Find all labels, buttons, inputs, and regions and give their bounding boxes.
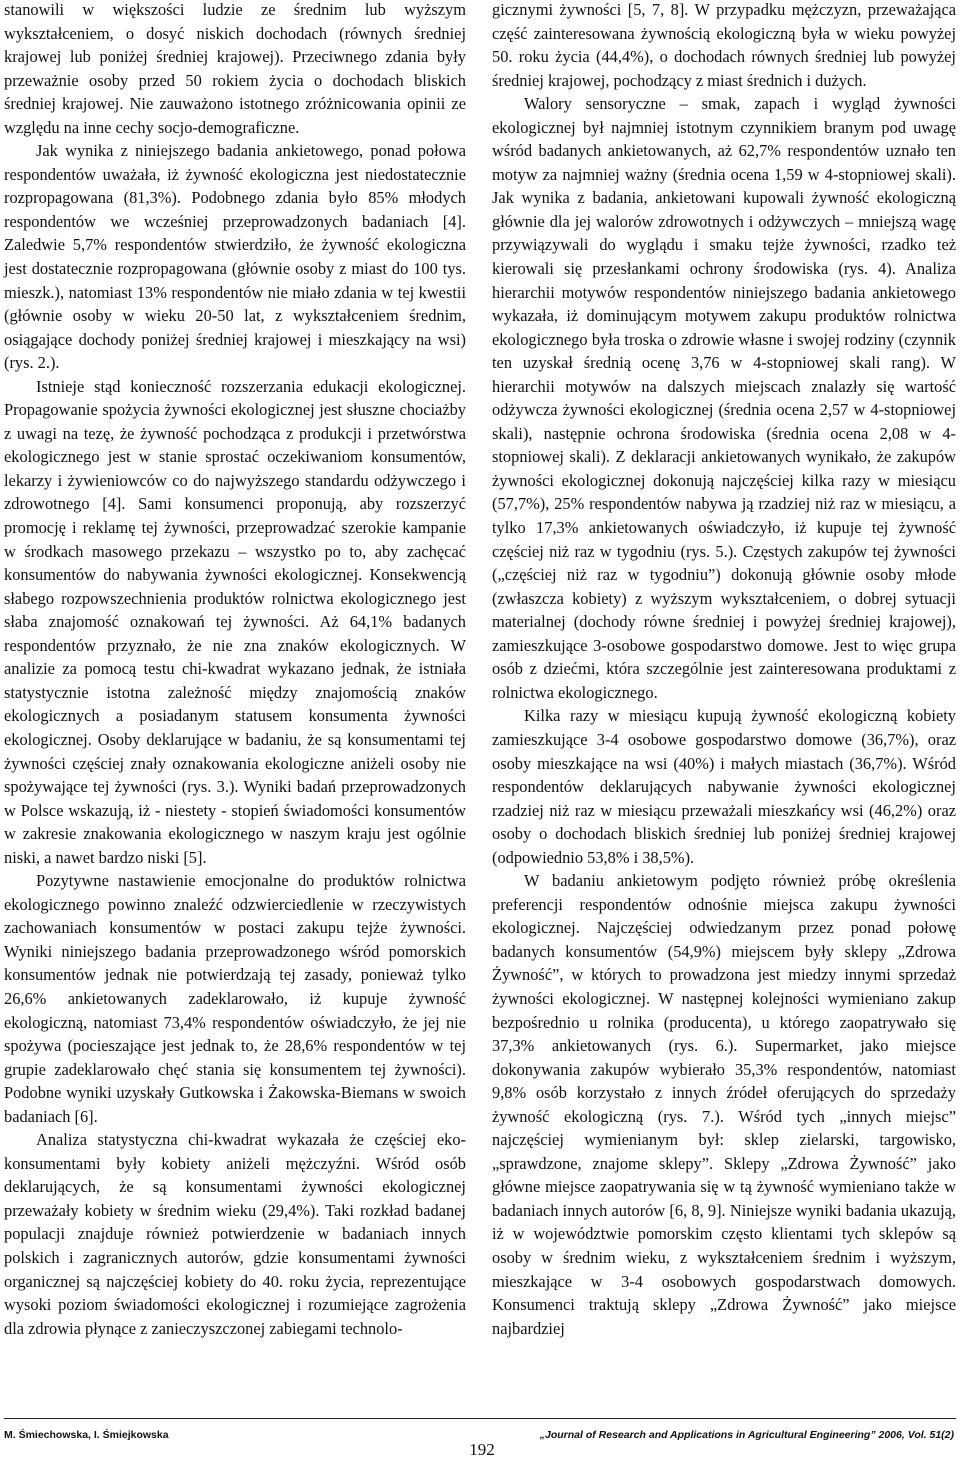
left-paragraph-4: Pozytywne nastawienie emocjonalne do produktów rolnictwa ekologicznego powinno znaleźć odzwierciedlenie w rzeczywistych zachowaniach konsumentów w postaci zakupu tejże żywności. Wyniki niniejszego badania przeprowadzonego wśród pomorskich konsumentów jednak nie potwierdzają tej zasady, ponieważ tylko 26,6% ankietowanych zadeklarowało, iż kupuje żywność ekologiczną, natomiast 73,4% respondentów oświadczyło, że jej nie spożywa (pocieszające jest jednak to, że 28,6% respondentów w tej grupie zadeklarowało chęć stania się konsumentem tej żywności). Podobne wyniki uzyskały Gutkowska i Żakowska-Biemans w swoich badaniach [6]. bbox=[4, 871, 466, 1126]
left-paragraph-5: Analiza statystyczna chi-kwadrat wykazała że częściej eko-konsumentami były kobiety aniżeli mężczyźni. Wśród osób deklarujących, że są konsumentami żywności ekologicznej przeważały kobiety w średnim wieku (29,4%). Taki rozkład badanej populacji znajduje również potwierdzenie w badaniach innych polskich i zagranicznych autorów, gdzie konsumentami żywności organicznej są najczęściej kobiety do 40. roku życia, reprezentujące wysoki poziom świadomości ekologicznej i rozumiejące zagrożenia dla zdrowia płynące z zanieczyszczonej zabiegami technolo- bbox=[4, 1130, 466, 1338]
footer-divider bbox=[4, 1418, 956, 1419]
left-paragraph-1: stanowili w większości ludzie ze średnim lub wyższym wykształceniem, o dosyć niskich dochodach (równych średniej krajowej lub poniżej średniej krajowej). Przeciwnego zdania były przeważnie osoby przed 50 rokiem życia o dochodach bliskich średniej krajowej. Nie zauważono istotnego zróżnicowania opinii ze względu na inne cechy socjo-demograficzne. bbox=[4, 0, 466, 137]
left-text-column bbox=[4, 0, 466, 1340]
right-paragraph-1: gicznymi żywności [5, 7, 8]. W przypadku mężczyzn, przeważająca część zainteresowana żywnością ekologiczną była w wieku powyżej 50. roku życia (44,4%), o dochodach równych średniej lub powyżej średniej krajowej, pochodzący z miast średnich i dużych. bbox=[492, 0, 956, 90]
footer-journal-citation: „Journal of Research and Applications in Agricultural Engineering” 2006, Vol. 51(2) bbox=[539, 1429, 954, 1441]
right-text-column bbox=[492, 0, 956, 1340]
right-paragraph-2: Walory sensoryczne – smak, zapach i wygląd żywności ekologicznej był najmniej istotnym czynnikiem branym pod uwagę wśród badanych ankietowanych, aż 62,7% respondentów uznało ten motyw za najmniej ważny (średnia ocena 1,59 w 4-stopniowej skali). Jak wynika z badania, ankietowani kupowali żywność ekologiczną głównie dla jej walorów zdrowotnych i odżywczych – mniejszą wagę przywiązywali do wyglądu i smaku tejże żywności, rzadko też kierowali się przesłankami ochrony środowiska (rys. 4). Analiza hierarchii motywów respondentów niniejszego badania ankietowego wykazała, iż dominującym motywem zakupu produktów rolnictwa ekologicznego była troska o zdrowie własne i swojej rodziny (czynnik ten uzyskał średnią ocenę 3,76 w 4-stopniowej skali rang). W hierarchii motywów na dalszych miejscach znalazły się wartość odżywcza żywności ekologicznej (średnia ocena 2,57 w 4-stopniowej skali), następnie ochrona środowiska (średnia ocena 2,08 w 4-stopniowej skali). Z deklaracji ankietowanych wynikało, że zakupów żywności ekologicznej dokonują najczęściej kilka razy w miesiącu (57,7%), 25% respondentów nabywa ją rzadziej niż raz w miesiącu, a tylko 17,3% ankietowanych oświadczyło, iż kupuje tej żywność częściej niż raz w tygodniu (rys. 5.). Częstych zakupów tej żywności („częściej niż raz w tygodniu”) dokonują głównie osoby młode (zwłaszcza kobiety) z wyższym wykształceniem, o dobrej sytuacji materialnej (dochody równe średniej i powyżej średniej krajowej), zamieszkujące 3-osobowe gospodarstwo domowe. Jest to więc grupa osób z dziećmi, która szczególnie jest zainteresowana produktami z rolnictwa ekologicznego. bbox=[492, 94, 956, 702]
left-paragraph-2: Jak wynika z niniejszego badania ankietowego, ponad połowa respondentów uważała, iż żywność ekologiczna jest niedostatecznie rozpropagowana (81,3%). Podobnego zdania było 85% młodych respondentów we wcześniej przeprowadzonych badaniach [4]. Zaledwie 5,7% respondentów stwierdziło, że żywność ekologiczna jest dostatecznie rozpropagowana (głównie osoby z miast do 100 tys. mieszk.), natomiast 13% respondentów nie miało zdania w tej kwestii (głównie osoby w wieku 20-50 lat, z wykształceniem średnim, osiągające dochody poniżej średniej krajowej i mieszkający na wsi) (rys. 2.). bbox=[4, 141, 466, 373]
page-number: 192 bbox=[469, 1440, 495, 1459]
page-footer bbox=[0, 1418, 960, 1468]
left-paragraph-3: Istnieje stąd konieczność rozszerzania edukacji ekologicznej. Propagowanie spożycia żywności ekologicznej jest słuszne chociażby z uwagi na tezę, że żywność pochodząca z produkcji i przetwórstwa ekologicznego jest w stanie sprostać oczekiwaniom konsumentów, lekarzy i żywieniowców co do najwyższego standardu odżywczego i zdrowotnego [4]. Sami konsumenci proponują, aby rozszerzyć promocję i reklamę tej żywności, przeprowadzać szerokie kampanie w środkach masowego przekazu – wszystko po to, aby zachęcać konsumentów do nabywania żywności ekologicznej. Konsekwencją słabego rozpowszechnienia produktów rolnictwa ekologicznego jest słaba znajomość oznakowań tej żywności. Aż 64,1% badanych respondentów przyznało, że nie zna znaków ekologicznych. W analizie za pomocą testu chi-kwadrat wykazano jednak, że istniała statystycznie istotna zależność między znajomością znaków ekologicznych a posiadanym statusem konsumenta żywności ekologicznej. Osoby deklarujące w badaniu, że są konsumentami tej żywności częściej znały oznakowania ekologiczne aniżeli osoby nie spożywające tej żywności (rys. 3.). Wyniki badań przeprowadzonych w Polsce wskazują, iż - niestety - stopień świadomości konsumentów w zakresie znakowania ekologicznego w naszym kraju jest ogólnie niski, a nawet bardzo niski [5]. bbox=[4, 376, 466, 867]
right-paragraph-3: Kilka razy w miesiącu kupują żywność ekologiczną kobiety zamieszkujące 3-4 osobowe gospodarstwo domowe (36,7%), oraz osoby mieszkające na wsi (40%) i małych miastach (36,7%). Wśród respondentów deklarujących nabywanie żywności ekologicznej rzadziej niż raz w miesiącu przeważali mieszkańcy wsi (46,2%) oraz osoby o dochodach bliskich średniej lub poniżej średniej krajowej (odpowiednio 53,8% i 38,5%). bbox=[492, 706, 956, 867]
right-paragraph-4: W badaniu ankietowym podjęto również próbę określenia preferencji respondentów odnośnie miejsca zakupu żywności ekologicznej. Najczęściej odwiedzanym przez ponad połowę badanych konsumentów (54,9%) miejscem były sklepy „Zdrowa Żywność”, w których to prowadzona jest miedzy innymi sprzedaż żywności ekologicznej. W następnej kolejności wymieniano zakup bezpośrednio u rolnika (producenta), u którego zaopatrywało się 37,3% ankietowanych (rys. 6.). Supermarket, jako miejsce dokonywania zakupów wybierało 35,3% respondentów, natomiast 9,8% osób korzystało z innych źródeł oferujących do sprzedaży żywność ekologiczną (rys. 7.). Wśród tych „innych miejsc” najczęściej wymienianym był: sklep zielarski, targowisko, „sprawdzone, znajome sklepy”. Sklepy „Zdrowa Żywność” jako główne miejsce zaopatrywania się w tą żywność wymieniano także w badaniach innych autorów [6, 8, 9]. Niniejsze wyniki badania ukazują, iż w województwie pomorskim często klientami tych sklepów są osoby w średnim wieku, z wykształceniem średnim i wyższym, mieszkające w 3-4 osobowych gospodarstwach domowych. Konsumenci traktują sklepy „Zdrowa Żywność” jako miejsce najbardziej bbox=[492, 871, 956, 1338]
footer-authors: M. Śmiechowska, I. Śmiejkowska bbox=[4, 1429, 169, 1441]
